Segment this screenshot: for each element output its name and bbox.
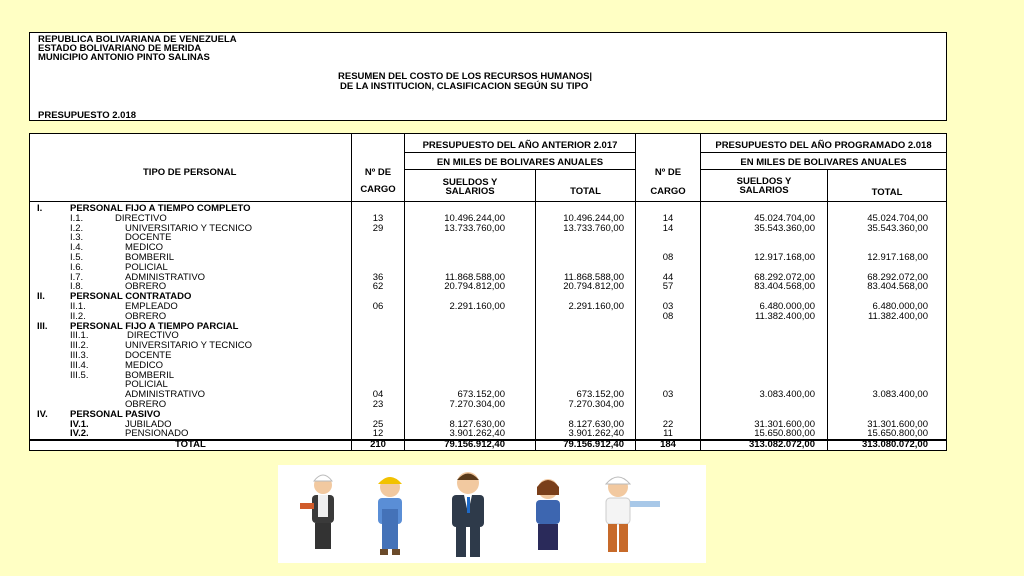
worker-engineer [606, 477, 660, 552]
workers-illustration [278, 465, 706, 563]
row-name: PERSONAL FIJO A TIEMPO COMPLETO [70, 203, 251, 214]
row-sueldos-prog: 11.382.400,00 [754, 310, 815, 322]
row-ncargo-prog: 22 [662, 418, 674, 430]
row-ncargo-prog: 03 [662, 301, 674, 312]
row-total-prog: 68.292.072,00 [867, 271, 928, 283]
row-sueldos-prog: 6.480.000,00 [759, 301, 815, 312]
row-total-prev: 13.733.760,00 [563, 222, 624, 234]
row-ncargo-prog: 14 [662, 222, 674, 234]
worker-woman-left [300, 475, 334, 549]
row-ncargo-prev: 23 [372, 399, 384, 410]
worker-builder [378, 477, 402, 555]
col-tipo-personal: TIPO DE PERSONAL [143, 167, 237, 178]
total-n1: 210 [370, 439, 386, 450]
row-sueldos-prev: 8.127.630,00 [449, 418, 505, 430]
workers-illustration-svg [278, 465, 706, 563]
row-total-prev: 673.152,00 [576, 389, 624, 401]
header-municipality: MUNICIPIO ANTONIO PINTO SALINAS [38, 52, 210, 63]
row-total-prog: 83.404.568,00 [867, 281, 928, 293]
row-ncargo-prev: 12 [372, 428, 384, 440]
row-code: III.2. [70, 340, 89, 352]
table-row [30, 400, 946, 410]
row-ncargo-prog: 08 [662, 252, 674, 263]
row-name: BOMBERIL [125, 252, 175, 263]
row-ncargo-prog: 57 [662, 281, 674, 293]
row-name: POLICIAL [125, 261, 168, 273]
row-sueldos-prev: 20.794.812,00 [444, 281, 505, 293]
row-total-prog: 35.543.360,00 [867, 222, 928, 234]
row-ncargo-prog: 14 [662, 212, 674, 224]
row-total-prev: 8.127.630,00 [568, 418, 624, 430]
row-code: I.3. [70, 232, 84, 244]
row-code: I.1. [70, 212, 84, 224]
row-name: DOCENTE [125, 350, 172, 361]
col-prog-sueldos-line2: SALARIOS [739, 185, 789, 196]
row-name: ADMINISTRATIVO [125, 389, 206, 401]
header-republic: REPUBLICA BOLIVARIANA DE VENEZUELA [38, 34, 237, 45]
row-name: OBRERO [125, 281, 167, 293]
row-code: I.7. [70, 271, 84, 283]
personnel-cost-table [29, 133, 947, 451]
total-n2: 184 [660, 439, 676, 450]
col-ncargo-2-line2: CARGO [650, 186, 686, 197]
row-code: I.2. [70, 222, 84, 234]
row-sueldos-prog: 3.083.400,00 [759, 389, 815, 401]
row-ncargo-prev: 04 [372, 389, 384, 401]
row-total-prev: 20.794.812,00 [563, 281, 624, 293]
row-name: JUBILADO [125, 418, 172, 430]
row-sueldos-prev: 13.733.760,00 [444, 222, 505, 234]
row-name: BOMBERIL [125, 369, 175, 381]
row-code: III. [37, 320, 48, 332]
row-ncargo-prog: 11 [663, 428, 673, 440]
col-prev-sub: EN MILES DE BOLIVARES ANUALES [436, 157, 604, 168]
table-row [30, 233, 946, 243]
total-s1: 79.156.912,40 [444, 439, 505, 450]
row-sueldos-prog: 31.301.600,00 [754, 418, 815, 430]
table-row [30, 351, 946, 361]
total-row [30, 440, 946, 450]
row-name: PERSONAL PASIVO [70, 408, 161, 420]
row-total-prog: 15.650.800,00 [867, 428, 928, 440]
row-total-prog: 11.382.400,00 [867, 310, 928, 322]
row-sueldos-prog: 45.024.704,00 [754, 212, 815, 224]
row-name: OBRERO [125, 399, 167, 410]
row-name: PERSONAL FIJO A TIEMPO PARCIAL [70, 320, 239, 332]
total-t1: 79.156.912,40 [563, 439, 624, 450]
row-code: II. [37, 291, 45, 303]
col-prev-sueldos-line1: SUELDOS Y [442, 177, 498, 188]
row-ncargo-prev: 62 [372, 281, 384, 293]
row-sueldos-prev: 2.291.160,00 [449, 301, 505, 312]
col-prog-total: TOTAL [871, 187, 903, 198]
row-total-prev: 3.901.262,40 [568, 428, 624, 440]
total-s2: 313.082.072,00 [748, 439, 815, 450]
budget-year: PRESUPUESTO 2.018 [38, 110, 137, 121]
col-prev-year: PRESUPUESTO DEL AÑO ANTERIOR 2.017 [422, 140, 618, 151]
row-sueldos-prev: 10.496.244,00 [444, 212, 505, 224]
row-name: EMPLEADO [125, 301, 178, 312]
row-sueldos-prev: 11.868.588,00 [444, 271, 505, 283]
row-code: IV. [37, 408, 48, 420]
row-code: IV.1. [70, 418, 89, 430]
row-name: PERSONAL CONTRATADO [70, 291, 192, 303]
row-name: UNIVERSITARIO Y TECNICO [125, 340, 253, 352]
col-prev-total: TOTAL [570, 186, 601, 197]
row-name: DIRECTIVO [115, 212, 167, 224]
row-ncargo-prog: 08 [662, 310, 674, 322]
row-code: III.1. [70, 330, 89, 342]
row-code: I.8. [70, 281, 84, 293]
row-ncargo-prev: 29 [372, 222, 384, 234]
row-name: DIRECTIVO [127, 330, 179, 342]
row-code: IV.2. [70, 428, 89, 440]
row-name: MEDICO [125, 359, 163, 371]
col-ncargo-1-line1: Nº DE [364, 167, 392, 178]
row-name: POLICIAL [125, 379, 168, 391]
worker-businessman [452, 472, 484, 557]
total-t2: 313.080.072,00 [861, 439, 928, 450]
col-prog-year: PRESUPUESTO DEL AÑO PROGRAMADO 2.018 [715, 140, 932, 151]
total-label: TOTAL [175, 439, 206, 450]
row-total-prog: 3.083.400,00 [872, 389, 928, 401]
row-ncargo-prog: 03 [662, 389, 674, 401]
col-prog-sub: EN MILES DE BOLIVARES ANUALES [740, 157, 907, 168]
col-ncargo-1-line2: CARGO [360, 184, 396, 195]
row-sueldos-prev: 673.152,00 [457, 389, 505, 401]
row-total-prog: 12.917.168,00 [867, 252, 928, 263]
row-code: I. [37, 203, 43, 214]
col-prev-sueldos-line2: SALARIOS [445, 186, 495, 197]
row-sueldos-prog: 15.650.800,00 [754, 428, 815, 440]
row-total-prog: 45.024.704,00 [867, 212, 928, 224]
col-ncargo-2-line1: Nº DE [654, 167, 682, 178]
row-total-prev: 11.868.588,00 [563, 271, 624, 283]
col-prog-sueldos-line1: SUELDOS Y [736, 176, 792, 187]
row-sueldos-prev: 7.270.304,00 [449, 399, 505, 410]
row-code: I.4. [70, 242, 84, 254]
header-state: ESTADO BOLIVARIANO DE MERIDA [38, 43, 202, 54]
row-code: III.3. [70, 350, 89, 361]
table-row [30, 429, 946, 439]
report-title-line1: RESUMEN DEL COSTO DE LOS RECURSOS HUMANOS| [338, 71, 593, 82]
row-name: DOCENTE [125, 232, 172, 244]
row-sueldos-prev: 3.901.262,40 [449, 428, 505, 440]
row-name: OBRERO [125, 310, 167, 322]
row-code: III.5. [70, 369, 89, 381]
row-name: ADMINISTRATIVO [125, 271, 206, 283]
row-total-prog: 31.301.600,00 [867, 418, 928, 430]
row-sueldos-prog: 12.917.168,00 [754, 252, 815, 263]
report-title-line2: DE LA INSTITUCION, CLASIFICACION SEGÚN SU TIPO [340, 81, 589, 92]
document-header [29, 32, 947, 121]
row-code: I.6. [70, 261, 84, 273]
row-ncargo-prog: 44 [662, 271, 674, 283]
worker-woman-right [536, 479, 560, 550]
row-code: II.1. [70, 301, 86, 312]
row-ncargo-prev: 36 [372, 271, 384, 283]
row-name: UNIVERSITARIO Y TECNICO [125, 222, 253, 234]
row-code: I.5. [70, 252, 84, 263]
row-total-prev: 10.496.244,00 [563, 212, 624, 224]
row-sueldos-prog: 68.292.072,00 [754, 271, 815, 283]
row-sueldos-prog: 83.404.568,00 [754, 281, 815, 293]
row-name: PENSIONADO [125, 428, 189, 440]
row-name: MEDICO [125, 242, 163, 254]
row-total-prog: 6.480.000,00 [872, 301, 928, 312]
row-ncargo-prev: 06 [372, 301, 384, 312]
row-code: III.4. [70, 359, 89, 371]
row-total-prev: 7.270.304,00 [568, 399, 624, 410]
row-sueldos-prog: 35.543.360,00 [754, 222, 815, 234]
row-ncargo-prev: 25 [372, 418, 384, 430]
row-code: II.2. [70, 310, 86, 322]
row-total-prev: 2.291.160,00 [568, 301, 624, 312]
row-ncargo-prev: 13 [372, 212, 384, 224]
